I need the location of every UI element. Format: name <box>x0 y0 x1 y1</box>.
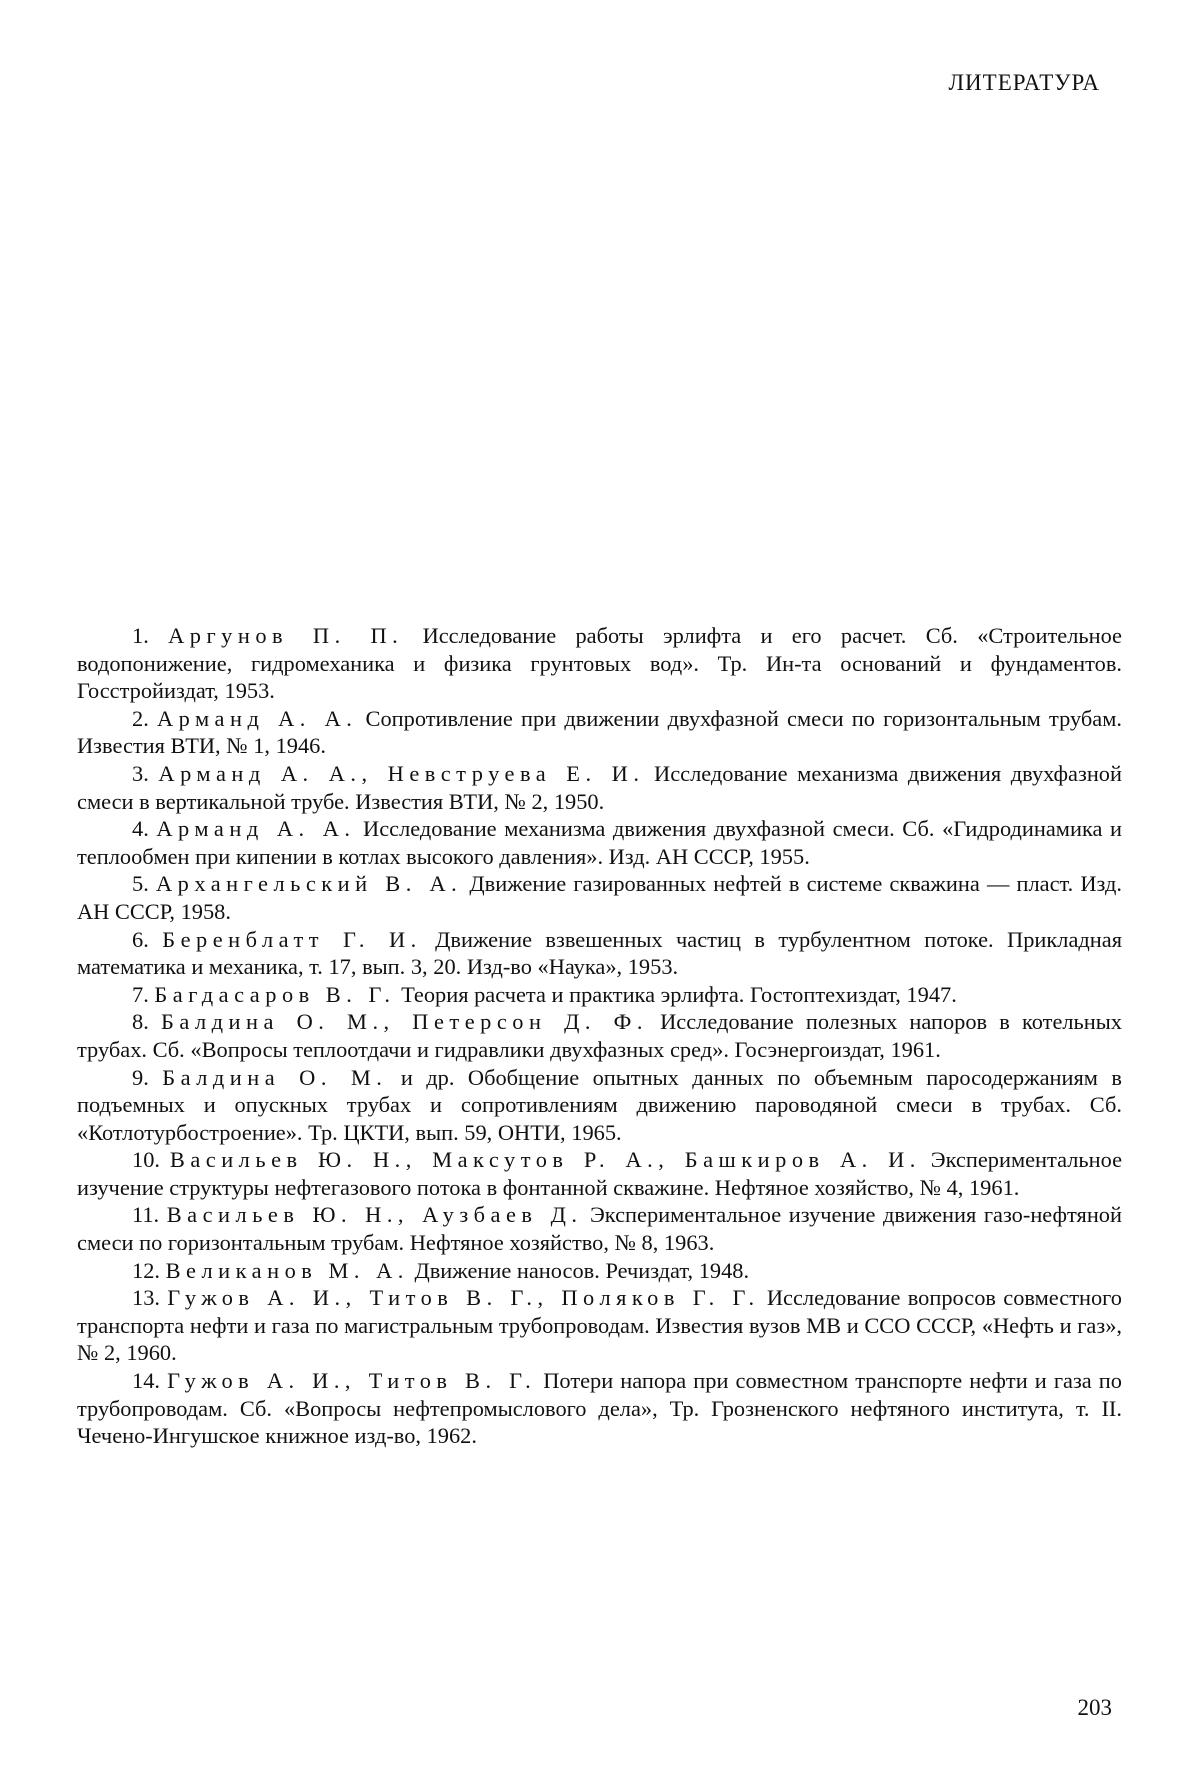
reference-item <box>77 926 1122 981</box>
reference-number: 14. <box>132 1368 160 1394</box>
reference-item <box>77 870 1122 925</box>
reference-authors: Великанов М. А. <box>165 1257 409 1283</box>
reference-text: Потери напора при совместном транспорте нефти и газа по трубопроводам. Сб. «Вопросы нефтепромыслового дела», Тр. Грозненского нефтяного института, т. II. Чечено-Ингушское книжное изд-во, 1962. <box>77 1368 1122 1449</box>
reference-item <box>77 815 1122 870</box>
reference-text: Исследование полезных напоров в котельных трубах. Сб. «Вопросы теплоотдачи и гидравлики двухфазных сред». Госэнергоиздат, 1961. <box>77 1009 1122 1062</box>
reference-text: Сопротивление при движении двухфазной смеси по горизонтальным трубам. Известия ВТИ, № 1, 1946. <box>77 705 1122 759</box>
reference-number: 11. <box>132 1202 160 1228</box>
reference-number: 10. <box>132 1147 160 1173</box>
page-number: 203 <box>1077 1695 1112 1720</box>
reference-list <box>77 622 1122 1450</box>
reference-item <box>77 1008 1122 1063</box>
reference-authors: Васильев Ю. Н., Максутов Р. А., Башкиров А. И. <box>169 1147 921 1173</box>
reference-item <box>77 1284 1122 1367</box>
reference-authors: Гужов А. И., Титов В. Г. <box>167 1368 537 1394</box>
reference-authors: Арманд А. А., Невструева Е. И. <box>158 760 645 786</box>
reference-item <box>77 760 1122 815</box>
reference-number: 7. <box>132 981 149 1007</box>
reference-authors: Гужов А. И., Титов В. Г., Поляков Г. Г. <box>167 1285 760 1311</box>
reference-number: 1. <box>132 623 149 648</box>
reference-text: Исследование механизма движения двухфазной смеси в вертикальной трубе. Известия ВТИ, № 2, 1950. <box>77 760 1122 814</box>
reference-authors: Васильев Ю. Н., Аузбаев Д. <box>166 1202 583 1228</box>
reference-item <box>77 1367 1122 1450</box>
reference-authors: Арманд А. А. <box>157 705 358 731</box>
reference-authors: Архангельский В. А. <box>155 871 463 897</box>
reference-number: 9. <box>132 1064 149 1090</box>
reference-number: 3. <box>132 760 149 786</box>
reference-text: Исследование работы эрлифта и его расчет. Сб. «Строительное водопонижение, гидромеханика и физика грунтовых вод». Тр. Ин-та оснований и фундаментов. Госстройиздат, 1953. <box>77 623 1122 704</box>
reference-number: 5. <box>132 871 149 897</box>
reference-authors: Аргунов П. П. <box>168 623 404 648</box>
reference-authors: Арманд А. А. <box>156 816 356 842</box>
reference-text: Исследование механизма движения двухфазной смеси. Сб. «Гидродинамика и теплообмен при кипении в котлах высокого давления». Изд. АН СССР, 1955. <box>77 816 1122 869</box>
reference-number: 6. <box>132 926 149 952</box>
reference-text: Экспериментальное изучение структуры нефтегазового потока в фонтанной скважине. Нефтяное хозяйство, № 4, 1961. <box>77 1147 1123 1200</box>
reference-text: и др. Обобщение опытных данных по объемным паросодержаниям в подъемных и опускных трубах и сопротивлениям движению пароводяной смеси в трубах. Сб. «Котлотурбостроение». Тр. ЦКТИ, вып. 59, ОНТИ, 1965. <box>77 1064 1122 1145</box>
reference-item <box>77 705 1122 760</box>
reference-authors: Балдина О. М., Петерсон Д. Ф. <box>160 1009 648 1035</box>
reference-number: 13. <box>132 1285 160 1311</box>
reference-item <box>77 1201 1122 1256</box>
reference-number: 12. <box>132 1257 160 1283</box>
reference-item <box>77 1257 1122 1285</box>
reference-item <box>77 1146 1122 1201</box>
reference-text: Теория расчета и практика эрлифта. Гостоптехиздат, 1947. <box>395 981 957 1007</box>
section-title: ЛИТЕРАТУРА <box>948 70 1100 95</box>
reference-text: Движение наносов. Речиздат, 1948. <box>408 1257 750 1283</box>
reference-text: Экспериментальное изучение движения газо-нефтяной смеси по горизонтальным трубам. Нефтяное хозяйство, № 8, 1963. <box>77 1202 1122 1256</box>
reference-item <box>77 1064 1122 1147</box>
reference-text: Исследование вопросов совместного транспорта нефти и газа по магистральным трубопроводам. Известия вузов МВ и ССО СССР, «Нефть и газ», № 2, 1960. <box>77 1285 1122 1366</box>
reference-text: Движение газированных нефтей в системе скважина — пласт. Изд. АН СССР, 1958. <box>77 871 1122 924</box>
reference-item <box>77 622 1122 705</box>
reference-text: Движение взвешенных частиц в турбулентном потоке. Прикладная математика и механика, т. 17, вып. 3, 20. Изд-во «Наука», 1953. <box>77 926 1123 980</box>
reference-number: 8. <box>132 1009 149 1035</box>
reference-number: 4. <box>132 816 149 842</box>
reference-item <box>77 981 1122 1009</box>
reference-authors: Багдасаров В. Г. <box>154 981 396 1007</box>
reference-authors: Беренблатт Г. И. <box>162 926 422 952</box>
reference-authors: Балдина О. М. <box>162 1064 388 1090</box>
reference-number: 2. <box>132 705 149 731</box>
